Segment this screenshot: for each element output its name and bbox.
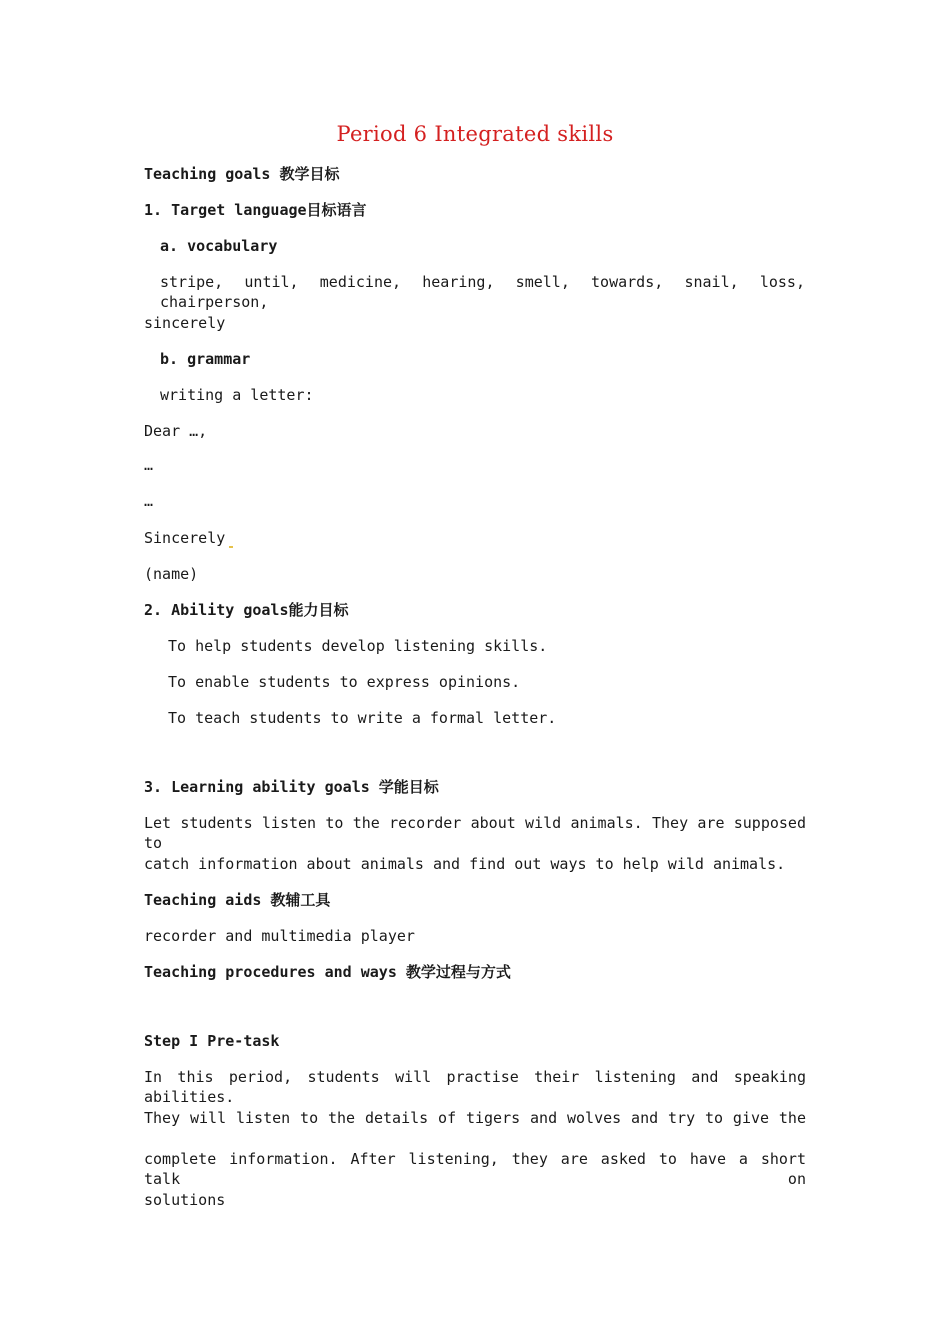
ability-goal-item: To teach students to write a formal letter. — [168, 709, 557, 727]
teaching-aids-text: recorder and multimedia player — [144, 927, 415, 945]
learning-ability-line-1: Let students listen to the recorder about wild animals. They are supposed to — [144, 814, 806, 852]
ability-goal-item: To help students develop listening skills. — [168, 637, 548, 655]
letter-line-name: (name) — [144, 565, 199, 583]
teaching-goals-heading: Teaching goals 教学目标 — [144, 165, 340, 183]
letter-closing-text: Sincerely — [144, 529, 226, 547]
grammar-heading: b. grammar — [160, 350, 251, 368]
letter-line-salutation: Dear …, — [144, 422, 208, 440]
step1-line-3: complete information. After listening, they are asked to have a short talk on — [144, 1150, 806, 1188]
letter-line-body-2: … — [144, 492, 154, 510]
ability-goals-heading: 2. Ability goals能力目标 — [144, 601, 349, 619]
step1-line-1: In this period, students will practise their listening and speaking abilities. — [144, 1068, 806, 1106]
step1-line-4: solutions — [144, 1191, 226, 1209]
vocabulary-list-line-1: stripe, until, medicine, hearing, smell, towards, snail, loss, chairperson, — [160, 273, 805, 311]
highlight-mark — [229, 546, 233, 548]
vocabulary-heading: a. vocabulary — [160, 237, 278, 255]
ability-goal-item: To enable students to express opinions. — [168, 673, 521, 691]
step1-heading: Step I Pre-task — [144, 1032, 280, 1050]
learning-ability-line-2: catch information about animals and find out ways to help wild animals. — [144, 855, 786, 873]
grammar-intro: writing a letter: — [160, 386, 314, 404]
letter-line-body-1: … — [144, 456, 154, 474]
teaching-aids-heading: Teaching aids 教辅工具 — [144, 891, 331, 909]
document-title: Period 6 Integrated skills — [336, 122, 614, 146]
step1-line-2: They will listen to the details of tigers and wolves and try to give the — [144, 1109, 806, 1127]
procedures-heading: Teaching procedures and ways 教学过程与方式 — [144, 963, 511, 981]
learning-ability-heading: 3. Learning ability goals 学能目标 — [144, 778, 439, 796]
target-language-heading: 1. Target language目标语言 — [144, 201, 367, 219]
vocabulary-list-line-2: sincerely — [144, 314, 226, 332]
letter-line-closing — [144, 528, 233, 548]
